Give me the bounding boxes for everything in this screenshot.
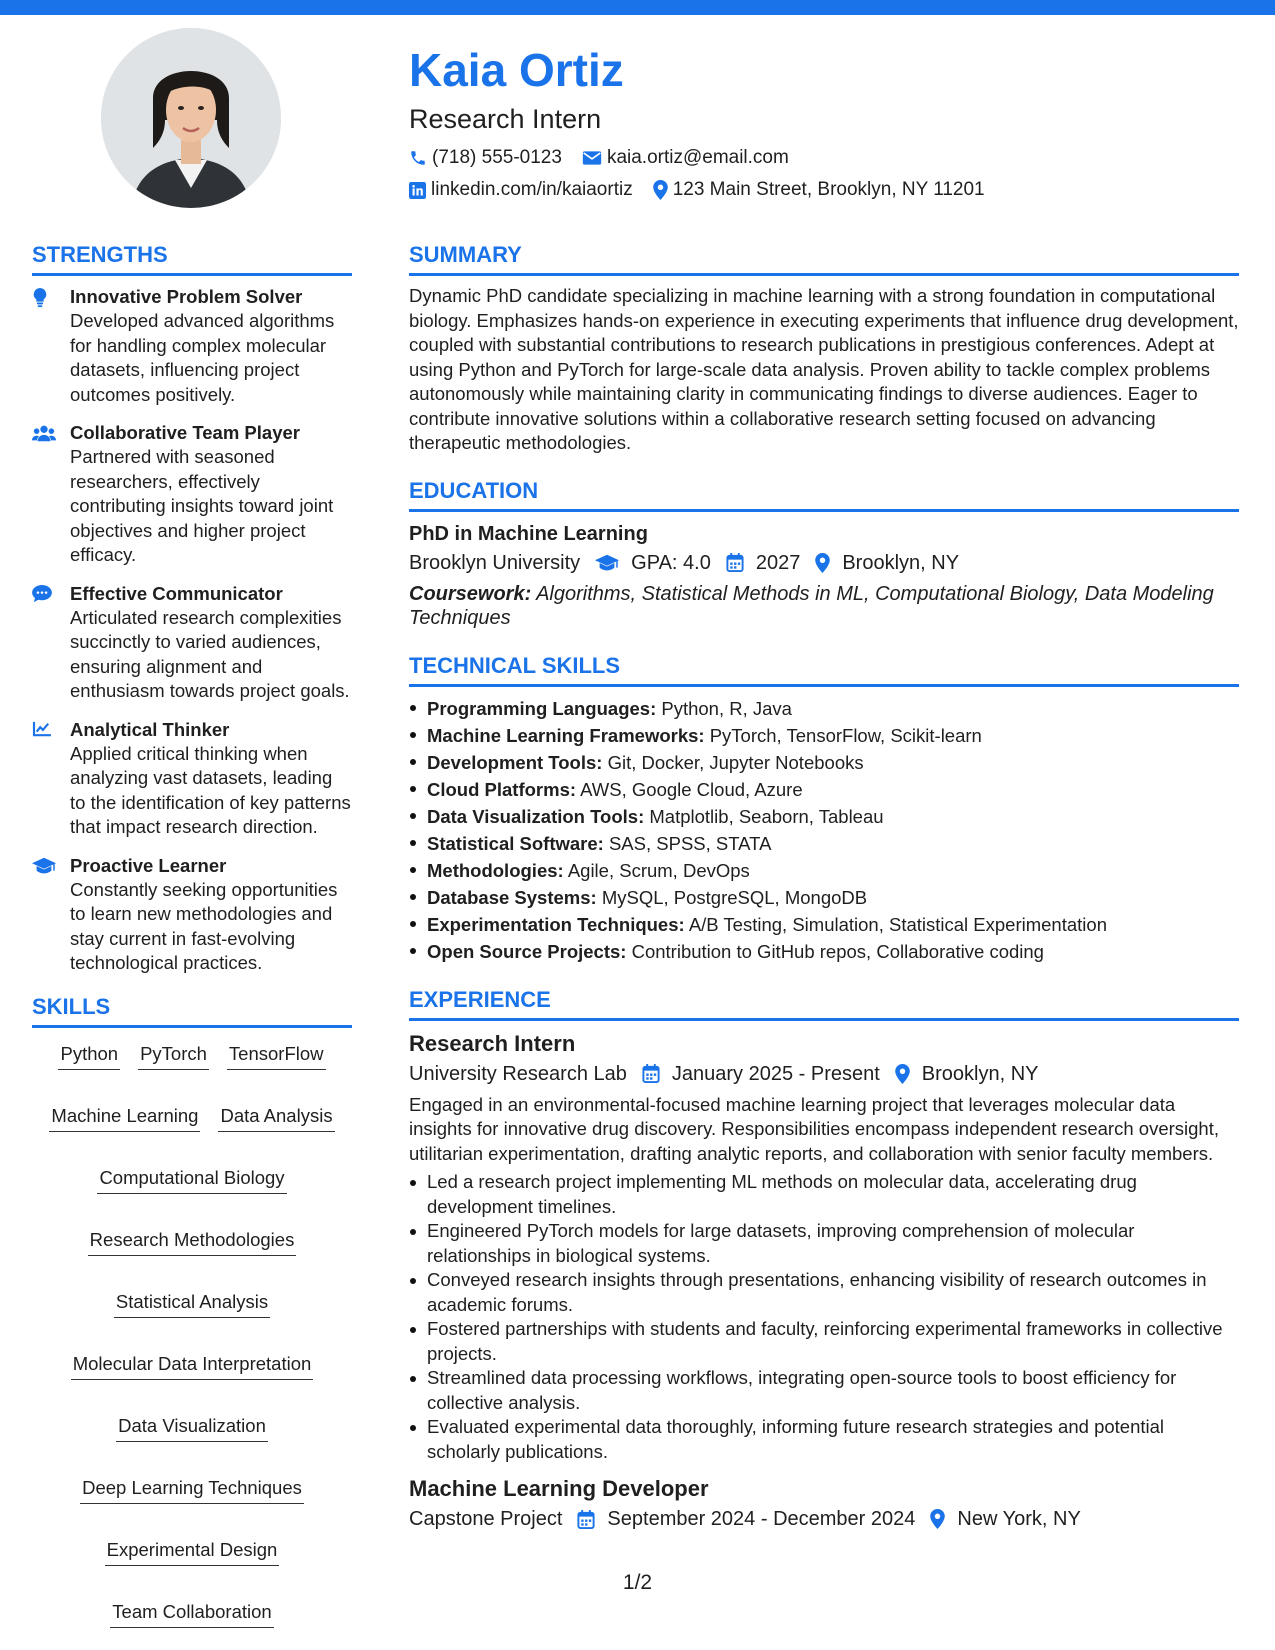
calendar-icon [577, 1510, 595, 1529]
skill-chip: Python [58, 1042, 120, 1070]
strength-desc: Constantly seeking opportunities to learn new methodologies and stay current in fast-evolving technological practices. [70, 878, 338, 973]
address-contact [653, 176, 985, 204]
linkedin-contact[interactable] [409, 176, 633, 204]
skill-chip: Statistical Analysis [114, 1290, 270, 1318]
list-item: Cloud Platforms: AWS, Google Cloud, Azure [409, 776, 1239, 803]
strength-title: Proactive Learner [70, 854, 227, 876]
top-accent-bar [0, 0, 1275, 15]
job-meta [409, 1059, 1239, 1089]
users-icon [32, 424, 56, 442]
education-location: Brooklyn, NY [815, 548, 959, 578]
skill-chip: PyTorch [138, 1042, 209, 1070]
strength-desc: Developed advanced algorithms for handling complex molecular datasets, influencing project outcomes positively. [70, 310, 335, 405]
candidate-role: Research Intern [409, 104, 602, 134]
candidate-name: Kaia Ortiz [409, 44, 624, 96]
contact-row-2 [409, 176, 1239, 204]
gpa: GPA: 4.0 [595, 548, 711, 578]
strength-desc: Articulated research complexities succinctly to varied audiences, ensuring alignment and enthusiasm towards project goals. [70, 606, 350, 701]
list-item: Open Source Projects: Contribution to GitHub repos, Collaborative coding [409, 938, 1239, 965]
envelope-icon [582, 150, 602, 166]
strength-title: Collaborative Team Player [70, 422, 300, 443]
graduation-cap-icon [595, 554, 619, 572]
list-item: Conveyed research insights through presentations, enhancing visibility of research outcomes in academic forums. [409, 1268, 1239, 1317]
strength-title: Effective Communicator [70, 582, 283, 604]
map-pin-icon [653, 180, 668, 200]
technical-skills-section [409, 649, 1239, 965]
job-description: Engaged in an environmental-focused machine learning project that leverages molecular data insights for innovative drug discovery. Responsibilities encompass independent research oversight, utilitarian experimentation, drafting analytic reports, and collaboration with senior faculty members. [409, 1093, 1219, 1164]
strength-item [32, 420, 352, 568]
list-item: Statistical Software: SAS, SPSS, STATA [409, 830, 1239, 857]
email-address: kaia.ortiz@email.com [606, 147, 789, 168]
list-item: Fostered partnerships with students and faculty, reinforcing experimental frameworks in collective projects. [409, 1317, 1239, 1366]
phone-number: (718) 555-0123 [432, 147, 562, 168]
strength-item [32, 581, 352, 704]
experience-heading: EXPERIENCE [409, 983, 1239, 1021]
job-org: University Research Lab [409, 1062, 627, 1085]
skill-chip: Machine Learning [49, 1104, 200, 1132]
technical-skills-heading: TECHNICAL SKILLS [409, 649, 1239, 687]
coursework-label: Coursework: [409, 582, 532, 605]
linkedin-icon [409, 182, 426, 199]
linkedin-url: linkedin.com/in/kaiaortiz [431, 179, 633, 200]
phone-contact[interactable] [409, 144, 562, 172]
contact-row-1 [409, 144, 1239, 172]
summary-text: Dynamic PhD candidate specializing in machine learning with a strong foundation in computational biology. Emphasizes hands-on experience in executing experiments that influence drug development, coupled with substantial contributions to research publications in prestigious conferences. Adept at using Python and PyTorch for large-scale data analysis. Proven ability to tackle complex problems autonomously while maintaining clarity in communicating findings to diverse audiences. Eager to contribute innovative solutions within a collaborative research setting focused on advancing therapeutic methodologies. [409, 285, 1239, 453]
strengths-heading: STRENGTHS [32, 238, 352, 276]
chart-line-icon [32, 721, 52, 737]
left-column [32, 238, 352, 1628]
lightbulb-icon [32, 288, 48, 308]
right-column [409, 238, 1239, 1534]
job-title: Machine Learning Developer [409, 1476, 709, 1501]
strength-item [32, 284, 352, 407]
skill-chip: Data Analysis [218, 1104, 334, 1132]
job-org: Capstone Project [409, 1508, 563, 1530]
skill-chip: Computational Biology [97, 1166, 286, 1194]
list-item: Experimentation Techniques: A/B Testing, Simulation, Statistical Experimentation [409, 911, 1239, 938]
skill-chip: Data Visualization [116, 1414, 268, 1442]
profile-photo [101, 28, 281, 208]
map-pin-icon [895, 1064, 910, 1084]
strength-title: Analytical Thinker [70, 718, 230, 740]
list-item: Development Tools: Git, Docker, Jupyter Notebooks [409, 749, 1239, 776]
skills-chips [32, 1036, 352, 1628]
graduation-cap-icon [32, 857, 56, 875]
list-item: Database Systems: MySQL, PostgreSQL, MongoDB [409, 884, 1239, 911]
skills-heading: SKILLS [32, 990, 352, 1028]
skill-chip: Team Collaboration [110, 1600, 273, 1628]
phone-icon [409, 149, 427, 167]
skill-chip: Research Methodologies [88, 1228, 297, 1256]
list-item: Programming Languages: Python, R, Java [409, 695, 1239, 722]
job-meta [409, 1504, 1239, 1534]
job-bullets [409, 1170, 1239, 1464]
list-item: Streamlined data processing workflows, integrating open-source tools to boost efficiency for collective analysis. [409, 1366, 1239, 1415]
list-item: Machine Learning Frameworks: PyTorch, TensorFlow, Scikit-learn [409, 722, 1239, 749]
map-pin-icon [930, 1509, 945, 1529]
chat-icon [32, 585, 52, 603]
experience-section [409, 983, 1239, 1535]
page-number: 1/2 [622, 1571, 653, 1594]
school-name: Brooklyn University [409, 551, 581, 574]
address-text: 123 Main Street, Brooklyn, NY 11201 [672, 179, 985, 200]
list-item: Engineered PyTorch models for large datasets, improving comprehension of molecular relationships in biological systems. [409, 1219, 1239, 1268]
strength-desc: Applied critical thinking when analyzing vast datasets, leading to the identification of key patterns that impact research direction. [70, 742, 351, 837]
education-meta [409, 548, 1239, 578]
technical-skills-list [409, 695, 1239, 965]
skills-section [32, 990, 352, 1628]
skill-chip: Experimental Design [105, 1538, 280, 1566]
job-dates: September 2024 - December 2024 [577, 1504, 915, 1534]
graduation-year: 2027 [726, 548, 801, 578]
calendar-icon [642, 1064, 660, 1083]
skill-chip: Deep Learning Techniques [80, 1476, 304, 1504]
education-section [409, 474, 1239, 631]
job-title: Research Intern [409, 1030, 576, 1056]
skill-chip: TensorFlow [227, 1042, 326, 1070]
degree-title: PhD in Machine Learning [409, 522, 648, 545]
job-location: New York, NY [930, 1504, 1080, 1534]
calendar-icon [726, 553, 744, 572]
summary-heading: SUMMARY [409, 238, 1239, 276]
strength-item [32, 853, 352, 976]
strength-desc: Partnered with seasoned researchers, effectively contributing insights toward joint objectives and higher project efficacy. [70, 446, 334, 565]
list-item: Methodologies: Agile, Scrum, DevOps [409, 857, 1239, 884]
job-dates: January 2025 - Present [642, 1059, 880, 1089]
list-item: Data Visualization Tools: Matplotlib, Seaborn, Tableau [409, 803, 1239, 830]
job-location: Brooklyn, NY [895, 1059, 1039, 1089]
map-pin-icon [815, 553, 830, 573]
coursework [409, 582, 1239, 631]
skill-chip: Molecular Data Interpretation [71, 1352, 314, 1380]
strength-item [32, 717, 352, 840]
list-item: Evaluated experimental data thoroughly, informing future research strategies and potential scholarly publications. [409, 1415, 1239, 1464]
list-item: Led a research project implementing ML methods on molecular data, accelerating drug development timelines. [409, 1170, 1239, 1219]
education-heading: EDUCATION [409, 474, 1239, 512]
coursework-list: Algorithms, Statistical Methods in ML, Computational Biology, Data Modeling Techniques [409, 582, 1214, 629]
email-contact[interactable] [582, 144, 789, 172]
job-entry [409, 1474, 1239, 1534]
strength-title: Innovative Problem Solver [70, 286, 303, 307]
job-entry [409, 1029, 1239, 1465]
resume-header [409, 40, 1239, 204]
